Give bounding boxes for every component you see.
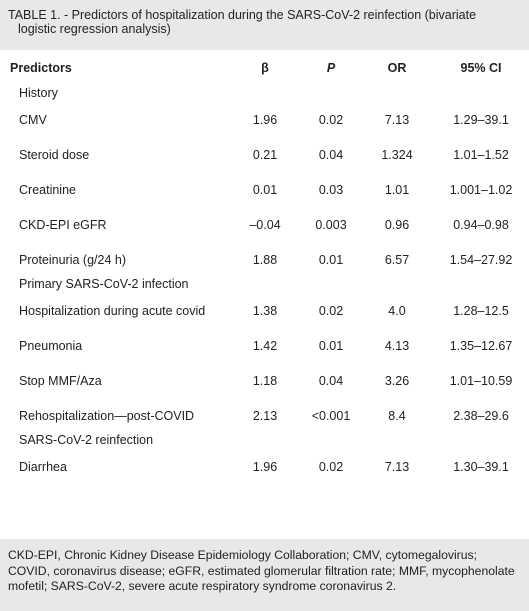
beta-value: 1.18 xyxy=(252,373,278,388)
or-value: 0.96 xyxy=(384,217,410,232)
caption-line-1: TABLE 1. - Predictors of hospitalization during the SARS-CoV-2 reinfection (bivariate xyxy=(8,8,477,22)
beta-value: 1.96 xyxy=(252,112,278,127)
table-row xyxy=(0,293,529,328)
ci-value: 1.35–12.67 xyxy=(449,338,513,353)
or-value: 6.57 xyxy=(384,252,410,267)
table-row xyxy=(0,207,529,242)
p-value: 0.04 xyxy=(318,373,344,388)
ci-value: 0.94–0.98 xyxy=(453,217,509,232)
predictor-name: CMV xyxy=(19,112,47,127)
section-label-history: History xyxy=(19,86,58,100)
p-value: 0.03 xyxy=(318,182,344,197)
or-value: 7.13 xyxy=(384,112,410,127)
table-footnote: CKD-EPI, Chronic Kidney Disease Epidemiology Collaboration; CMV, cytomegalovirus; COVID, coronavirus disease; eGFR, estimated glomerular filtration rate; MMF, mycophenolate mofetil; SARS-CoV-2, severe acute respiratory syndrome coronavirus 2. xyxy=(0,539,529,611)
predictor-name: Diarrhea xyxy=(19,459,67,474)
predictor-name: Pneumonia xyxy=(19,338,83,353)
table-row xyxy=(0,328,529,363)
beta-value: 1.88 xyxy=(252,252,278,267)
predictor-name: Hospitalization during acute covid xyxy=(19,303,206,318)
beta-value: –0.04 xyxy=(249,217,281,232)
table-row xyxy=(0,363,529,398)
beta-value: 2.13 xyxy=(252,408,278,423)
or-value: 3.26 xyxy=(384,373,410,388)
p-value: 0.02 xyxy=(318,112,344,127)
header-p: P xyxy=(326,61,336,75)
ci-value: 1.28–12.5 xyxy=(453,303,509,318)
predictor-name: CKD-EPI eGFR xyxy=(19,217,107,232)
predictor-name: Stop MMF/Aza xyxy=(19,373,102,388)
predictor-name: Proteinuria (g/24 h) xyxy=(19,252,127,267)
header-predictors: Predictors xyxy=(10,61,72,75)
beta-value: 1.96 xyxy=(252,459,278,474)
or-value: 4.0 xyxy=(388,303,406,318)
section-row xyxy=(0,277,529,293)
header-beta: β xyxy=(261,61,269,75)
caption-line-2: logistic regression analysis) xyxy=(18,22,171,36)
predictor-name: Creatinine xyxy=(19,182,76,197)
predictor-name: Rehospitalization—post-COVID xyxy=(19,408,195,423)
beta-value: 1.38 xyxy=(252,303,278,318)
p-value: 0.04 xyxy=(318,147,344,162)
or-value: 1.324 xyxy=(381,147,413,162)
ci-value: 1.30–39.1 xyxy=(453,459,509,474)
header-ci: 95% CI xyxy=(460,61,502,75)
table-row xyxy=(0,172,529,207)
p-value: <0.001 xyxy=(311,408,351,423)
p-value: 0.01 xyxy=(318,252,344,267)
table-row xyxy=(0,102,529,137)
or-value: 1.01 xyxy=(384,182,410,197)
p-value: 0.02 xyxy=(318,459,344,474)
p-value: 0.01 xyxy=(318,338,344,353)
header-or: OR xyxy=(387,61,407,75)
section-row xyxy=(0,433,529,449)
table-row xyxy=(0,242,529,277)
p-value: 0.003 xyxy=(315,217,347,232)
beta-value: 0.21 xyxy=(252,147,278,162)
predictors-table xyxy=(0,50,529,484)
ci-value: 1.29–39.1 xyxy=(453,112,509,127)
predictor-name: Steroid dose xyxy=(19,147,90,162)
table-row xyxy=(0,398,529,433)
ci-value: 1.54–27.92 xyxy=(449,252,513,267)
or-value: 7.13 xyxy=(384,459,410,474)
table-area xyxy=(0,50,529,539)
section-row xyxy=(0,86,529,102)
or-value: 4.13 xyxy=(384,338,410,353)
beta-value: 1.42 xyxy=(252,338,278,353)
beta-value: 0.01 xyxy=(252,182,278,197)
ci-value: 1.01–1.52 xyxy=(453,147,509,162)
header-row xyxy=(0,50,529,86)
table-caption xyxy=(0,0,529,50)
table-row xyxy=(0,449,529,484)
section-label-reinfection: SARS-CoV-2 reinfection xyxy=(19,433,154,447)
ci-value: 2.38–29.6 xyxy=(453,408,509,423)
ci-value: 1.001–1.02 xyxy=(449,182,513,197)
p-value: 0.02 xyxy=(318,303,344,318)
table-row xyxy=(0,137,529,172)
ci-value: 1.01–10.59 xyxy=(449,373,513,388)
section-label-primary: Primary SARS-CoV-2 infection xyxy=(19,277,189,291)
or-value: 8.4 xyxy=(388,408,406,423)
